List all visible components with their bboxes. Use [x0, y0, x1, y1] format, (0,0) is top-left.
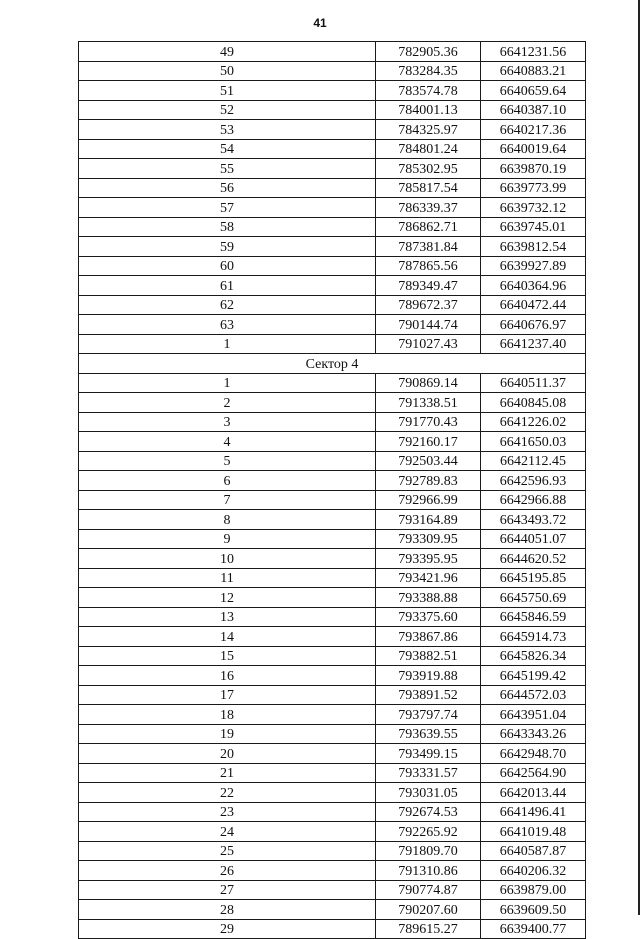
x-coordinate-cell: 782905.36 — [376, 42, 481, 62]
y-coordinate-cell: 6642596.93 — [481, 471, 586, 491]
x-coordinate-cell: 786339.37 — [376, 198, 481, 218]
x-coordinate-cell: 793882.51 — [376, 646, 481, 666]
y-coordinate-cell: 6639400.77 — [481, 919, 586, 939]
x-coordinate-cell: 793375.60 — [376, 607, 481, 627]
y-coordinate-cell: 6642966.88 — [481, 490, 586, 510]
y-coordinate-cell: 6639927.89 — [481, 256, 586, 276]
table-row — [79, 198, 586, 218]
y-coordinate-cell: 6639609.50 — [481, 900, 586, 920]
x-coordinate-cell: 789349.47 — [376, 276, 481, 296]
x-coordinate-cell: 793797.74 — [376, 705, 481, 725]
x-coordinate-cell: 784325.97 — [376, 120, 481, 140]
point-number-cell: 63 — [79, 315, 376, 335]
x-coordinate-cell: 793421.96 — [376, 568, 481, 588]
point-number-cell: 23 — [79, 802, 376, 822]
x-coordinate-cell: 784801.24 — [376, 139, 481, 159]
x-coordinate-cell: 783284.35 — [376, 61, 481, 81]
point-number-cell: 6 — [79, 471, 376, 491]
rows-before-section — [79, 42, 586, 354]
point-number-cell: 19 — [79, 724, 376, 744]
table-row — [79, 42, 586, 62]
x-coordinate-cell: 790144.74 — [376, 315, 481, 335]
point-number-cell: 26 — [79, 861, 376, 881]
table-row — [79, 568, 586, 588]
table-row — [79, 529, 586, 549]
point-number-cell: 28 — [79, 900, 376, 920]
table-row — [79, 393, 586, 413]
table-row — [79, 295, 586, 315]
table-row — [79, 900, 586, 920]
point-number-cell: 27 — [79, 880, 376, 900]
table-row — [79, 646, 586, 666]
x-coordinate-cell: 793331.57 — [376, 763, 481, 783]
x-coordinate-cell: 785817.54 — [376, 178, 481, 198]
x-coordinate-cell: 792160.17 — [376, 432, 481, 452]
table-row — [79, 510, 586, 530]
table-row — [79, 549, 586, 569]
y-coordinate-cell: 6645846.59 — [481, 607, 586, 627]
x-coordinate-cell: 792966.99 — [376, 490, 481, 510]
x-coordinate-cell: 793499.15 — [376, 744, 481, 764]
table-row — [79, 861, 586, 881]
point-number-cell: 24 — [79, 822, 376, 842]
table-row — [79, 159, 586, 179]
point-number-cell: 14 — [79, 627, 376, 647]
point-number-cell: 8 — [79, 510, 376, 530]
y-coordinate-cell: 6644572.03 — [481, 685, 586, 705]
x-coordinate-cell: 793639.55 — [376, 724, 481, 744]
rows-after-section — [79, 373, 586, 939]
y-coordinate-cell: 6643493.72 — [481, 510, 586, 530]
x-coordinate-cell: 792789.83 — [376, 471, 481, 491]
table-row — [79, 432, 586, 452]
table-row — [79, 822, 586, 842]
x-coordinate-cell: 791770.43 — [376, 412, 481, 432]
y-coordinate-cell: 6642948.70 — [481, 744, 586, 764]
table-row — [79, 451, 586, 471]
table-row — [79, 880, 586, 900]
y-coordinate-cell: 6640845.08 — [481, 393, 586, 413]
table-row — [79, 783, 586, 803]
point-number-cell: 56 — [79, 178, 376, 198]
point-number-cell: 4 — [79, 432, 376, 452]
x-coordinate-cell: 790869.14 — [376, 373, 481, 393]
point-number-cell: 49 — [79, 42, 376, 62]
x-coordinate-cell: 793388.88 — [376, 588, 481, 608]
table-row — [79, 61, 586, 81]
point-number-cell: 16 — [79, 666, 376, 686]
table-row — [79, 705, 586, 725]
point-number-cell: 2 — [79, 393, 376, 413]
x-coordinate-cell: 787381.84 — [376, 237, 481, 257]
table-row — [79, 81, 586, 101]
point-number-cell: 60 — [79, 256, 376, 276]
y-coordinate-cell: 6640019.64 — [481, 139, 586, 159]
y-coordinate-cell: 6640206.32 — [481, 861, 586, 881]
point-number-cell: 55 — [79, 159, 376, 179]
x-coordinate-cell: 791809.70 — [376, 841, 481, 861]
x-coordinate-cell: 791027.43 — [376, 334, 481, 354]
y-coordinate-cell: 6640387.10 — [481, 100, 586, 120]
table-row — [79, 841, 586, 861]
y-coordinate-cell: 6641496.41 — [481, 802, 586, 822]
table-row — [79, 744, 586, 764]
point-number-cell: 12 — [79, 588, 376, 608]
point-number-cell: 13 — [79, 607, 376, 627]
y-coordinate-cell: 6645750.69 — [481, 588, 586, 608]
x-coordinate-cell: 792265.92 — [376, 822, 481, 842]
x-coordinate-cell: 789615.27 — [376, 919, 481, 939]
point-number-cell: 9 — [79, 529, 376, 549]
table-row — [79, 373, 586, 393]
x-coordinate-cell: 791310.86 — [376, 861, 481, 881]
table-row — [79, 217, 586, 237]
table-row — [79, 607, 586, 627]
coordinates-table — [78, 41, 586, 939]
x-coordinate-cell: 793309.95 — [376, 529, 481, 549]
point-number-cell: 11 — [79, 568, 376, 588]
point-number-cell: 61 — [79, 276, 376, 296]
y-coordinate-cell: 6645826.34 — [481, 646, 586, 666]
y-coordinate-cell: 6639773.99 — [481, 178, 586, 198]
point-number-cell: 5 — [79, 451, 376, 471]
point-number-cell: 3 — [79, 412, 376, 432]
y-coordinate-cell: 6640217.36 — [481, 120, 586, 140]
x-coordinate-cell: 786862.71 — [376, 217, 481, 237]
point-number-cell: 10 — [79, 549, 376, 569]
point-number-cell: 52 — [79, 100, 376, 120]
table-row — [79, 178, 586, 198]
y-coordinate-cell: 6645195.85 — [481, 568, 586, 588]
table-row — [79, 315, 586, 335]
table-row — [79, 666, 586, 686]
x-coordinate-cell: 784001.13 — [376, 100, 481, 120]
x-coordinate-cell: 793164.89 — [376, 510, 481, 530]
y-coordinate-cell: 6640587.87 — [481, 841, 586, 861]
x-coordinate-cell: 783574.78 — [376, 81, 481, 101]
y-coordinate-cell: 6645914.73 — [481, 627, 586, 647]
y-coordinate-cell: 6640511.37 — [481, 373, 586, 393]
point-number-cell: 29 — [79, 919, 376, 939]
y-coordinate-cell: 6639879.00 — [481, 880, 586, 900]
x-coordinate-cell: 791338.51 — [376, 393, 481, 413]
y-coordinate-cell: 6640883.21 — [481, 61, 586, 81]
table-row — [79, 490, 586, 510]
table-row — [79, 334, 586, 354]
section-header-row — [79, 354, 586, 374]
point-number-cell: 50 — [79, 61, 376, 81]
point-number-cell: 22 — [79, 783, 376, 803]
y-coordinate-cell: 6645199.42 — [481, 666, 586, 686]
point-number-cell: 21 — [79, 763, 376, 783]
y-coordinate-cell: 6640364.96 — [481, 276, 586, 296]
table-row — [79, 685, 586, 705]
y-coordinate-cell: 6644620.52 — [481, 549, 586, 569]
point-number-cell: 51 — [79, 81, 376, 101]
table-row — [79, 139, 586, 159]
x-coordinate-cell: 789672.37 — [376, 295, 481, 315]
x-coordinate-cell: 793891.52 — [376, 685, 481, 705]
page-number: 41 — [313, 16, 327, 30]
x-coordinate-cell: 793867.86 — [376, 627, 481, 647]
table-row — [79, 237, 586, 257]
section-header-group — [79, 354, 586, 374]
point-number-cell: 17 — [79, 685, 376, 705]
point-number-cell: 53 — [79, 120, 376, 140]
y-coordinate-cell: 6642564.90 — [481, 763, 586, 783]
y-coordinate-cell: 6643951.04 — [481, 705, 586, 725]
y-coordinate-cell: 6643343.26 — [481, 724, 586, 744]
table-row — [79, 412, 586, 432]
point-number-cell: 18 — [79, 705, 376, 725]
y-coordinate-cell: 6641226.02 — [481, 412, 586, 432]
table-row — [79, 724, 586, 744]
x-coordinate-cell: 790207.60 — [376, 900, 481, 920]
table-row — [79, 627, 586, 647]
table-row — [79, 256, 586, 276]
y-coordinate-cell: 6641019.48 — [481, 822, 586, 842]
x-coordinate-cell: 793031.05 — [376, 783, 481, 803]
y-coordinate-cell: 6642112.45 — [481, 451, 586, 471]
table-row — [79, 120, 586, 140]
y-coordinate-cell: 6644051.07 — [481, 529, 586, 549]
y-coordinate-cell: 6639870.19 — [481, 159, 586, 179]
x-coordinate-cell: 785302.95 — [376, 159, 481, 179]
point-number-cell: 62 — [79, 295, 376, 315]
point-number-cell: 20 — [79, 744, 376, 764]
x-coordinate-cell: 792674.53 — [376, 802, 481, 822]
y-coordinate-cell: 6640472.44 — [481, 295, 586, 315]
x-coordinate-cell: 790774.87 — [376, 880, 481, 900]
point-number-cell: 7 — [79, 490, 376, 510]
table-row — [79, 588, 586, 608]
point-number-cell: 59 — [79, 237, 376, 257]
point-number-cell: 1 — [79, 334, 376, 354]
table-row — [79, 471, 586, 491]
x-coordinate-cell: 792503.44 — [376, 451, 481, 471]
point-number-cell: 58 — [79, 217, 376, 237]
table-row — [79, 802, 586, 822]
point-number-cell: 25 — [79, 841, 376, 861]
x-coordinate-cell: 793919.88 — [376, 666, 481, 686]
table-row — [79, 276, 586, 296]
table-row — [79, 763, 586, 783]
y-coordinate-cell: 6639812.54 — [481, 237, 586, 257]
x-coordinate-cell: 787865.56 — [376, 256, 481, 276]
y-coordinate-cell: 6642013.44 — [481, 783, 586, 803]
y-coordinate-cell: 6640659.64 — [481, 81, 586, 101]
point-number-cell: 54 — [79, 139, 376, 159]
point-number-cell: 57 — [79, 198, 376, 218]
x-coordinate-cell: 793395.95 — [376, 549, 481, 569]
point-number-cell: 15 — [79, 646, 376, 666]
table-row — [79, 100, 586, 120]
y-coordinate-cell: 6641237.40 — [481, 334, 586, 354]
section-title: Сектор 4 — [79, 354, 586, 374]
y-coordinate-cell: 6641650.03 — [481, 432, 586, 452]
point-number-cell: 1 — [79, 373, 376, 393]
table-row — [79, 919, 586, 939]
y-coordinate-cell: 6640676.97 — [481, 315, 586, 335]
y-coordinate-cell: 6639745.01 — [481, 217, 586, 237]
y-coordinate-cell: 6639732.12 — [481, 198, 586, 218]
y-coordinate-cell: 6641231.56 — [481, 42, 586, 62]
